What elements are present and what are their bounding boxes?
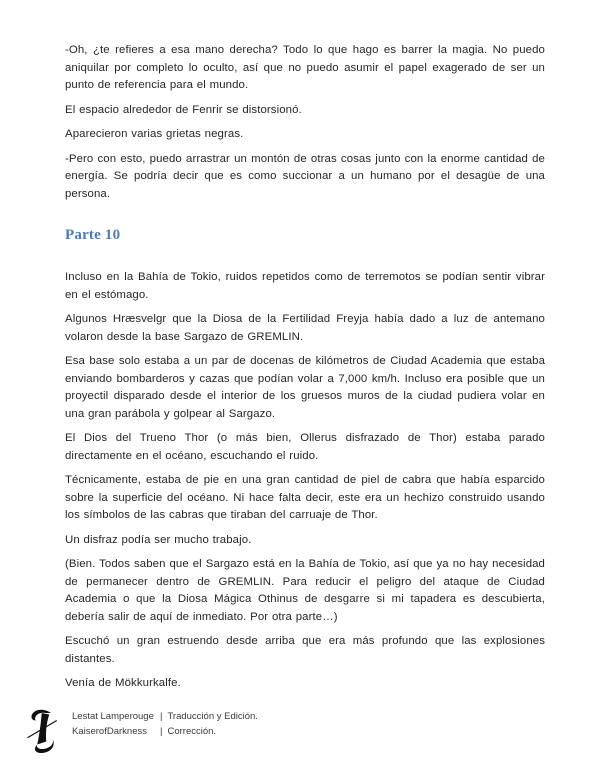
credit-name: KaiserofDarkness [72,725,147,737]
paragraph: Un disfraz podía ser mucho trabajo. [65,533,252,546]
paragraph: Venía de Mökkurkalfe. [65,677,181,689]
credit-row [72,710,258,725]
paragraph: El Dios del Trueno Thor (o más bien, Ollerus disfrazado de Thor) estaba parado directamente en el océano, escuchando el ruido. [65,432,545,462]
credit-role: Traducción y Edición. [167,711,258,722]
credit-row [72,725,258,740]
credit-name: Lestat Lamperouge [72,711,154,722]
page-footer [26,704,258,758]
section-heading: Parte 10 [65,227,121,243]
credit-separator: | [160,711,163,722]
paragraph: Escuchó un gran estruendo desde arriba que era más profundo que las explosiones distantes. [65,635,545,665]
paragraph: El espacio alrededor de Fenrir se distorsionó. [65,103,302,116]
paragraph: (Bien. Todos saben que el Sargazo está en la Bahía de Tokio, así que ya no hay necesidad de permanecer dentro de GREMLIN. Para reducir el peligro del ataque de Ciudad Academia o que la Diosa Mágica Othinus de desgarre si mi tapadera es descubierta, debería salir de aquí de inmediato. Por otra parte…) [65,558,545,623]
paragraph: Esa base solo estaba a un par de docenas de kilómetros de Ciudad Academia que estaba enviando bombarderos y cazas que podían volar a 7,000 km/h. Incluso era posible que un proyectil disparado desde el interior de los gruesos muros de la ciudad pudiera volar en una gran parábola y golpear al Sargazo. [65,355,545,420]
paragraph: -Pero con esto, puedo arrastrar un montón de otras cosas junto con la enorme cantidad de energía. Se podría decir que es como succionar a un humano por el desagüe de una persona. [65,152,545,200]
paragraph: Técnicamente, estaba de pie en una gran cantidad de piel de cabra que había esparcido sobre la superficie del océano. Ni hace falta decir, este era un hechizo construido usando los símbolos de las cabras que tiraban del carruaje de Thor. [65,474,545,521]
paragraph: Aparecieron varias grietas negras. [65,128,244,140]
blackletter-L-logo [26,704,59,758]
paragraph: Algunos Hræsvelgr que la Diosa de la Fertilidad Freyja había dado a luz de antemano volaron desde la base Sargazo de GREMLIN. [65,313,545,343]
translation-credits [72,704,258,739]
paragraph: Incluso en la Bahía de Tokio, ruidos repetidos como de terremotos se podían sentir vibrar en el estómago. [65,271,545,301]
credit-role: Corrección. [167,725,217,737]
credit-separator: | [160,725,163,737]
paragraph: -Oh, ¿te refieres a esa mano derecha? Todo lo que hago es barrer la magia. No puedo aniquilar por completo lo oculto, así que no puedo asumir el papel exagerado de ser un punto de referencia para el mundo. [65,44,545,91]
